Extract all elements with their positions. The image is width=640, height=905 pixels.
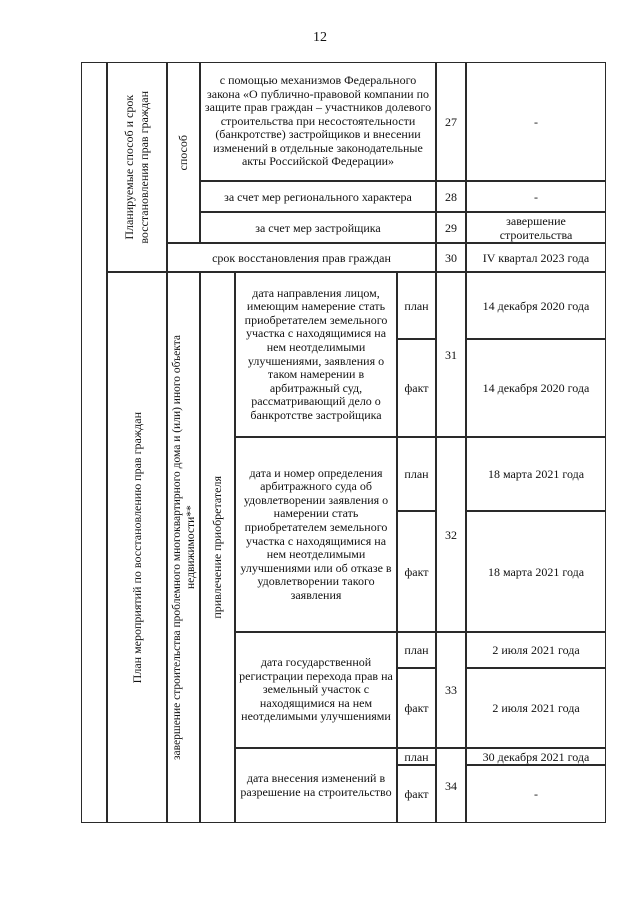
row-33-plan-label: план xyxy=(397,632,436,668)
plan-of-measures-label xyxy=(107,272,167,823)
planned-methods-line-1: Планируемые способ и срок xyxy=(122,94,136,240)
row-34-number: 34 xyxy=(436,748,466,823)
row-32-plan-value: 18 марта 2021 года xyxy=(466,437,606,511)
row-32-plan-label: план xyxy=(397,437,436,511)
row-27-value: - xyxy=(466,62,606,181)
row-33-number: 33 xyxy=(436,632,466,748)
row-28-value: - xyxy=(466,181,606,212)
planned-methods-label xyxy=(107,62,167,272)
planned-methods-line-2: восстановления прав граждан xyxy=(137,90,151,244)
row-27-number: 27 xyxy=(436,62,466,181)
row-33-fact-label: факт xyxy=(397,668,436,748)
row-34-plan-label: план xyxy=(397,748,436,765)
attraction-label xyxy=(200,272,235,823)
row-28-text: за счет мер регионального характера xyxy=(200,181,436,212)
row-31-fact-label: факт xyxy=(397,339,436,437)
row-34-fact-label: факт xyxy=(397,765,436,823)
page-number: 12 xyxy=(313,30,327,45)
row-31-text: дата направления лицом, имеющим намерение стать приобретателем земельного участка с находящимися на нем неотделимыми улучшениями, заявления о таком намерении в арбитражный суд, рассматривающий дело о банкротстве застройщика xyxy=(235,272,397,437)
row-31-plan-value: 14 декабря 2020 года xyxy=(466,272,606,339)
row-34-plan-value: 30 декабря 2021 года xyxy=(466,748,606,765)
row-32-text: дата и номер определения арбитражного суда об удовлетворении заявления о намерении стать приобретателем земельного участка с находящимися на нем неотделимыми улучшениями или об отказе в удовлетворении такого заявления xyxy=(235,437,397,632)
outer-blank-column xyxy=(81,62,107,823)
row-33-text: дата государственной регистрации перехода прав на земельный участок с находящимися на нем неотделимыми улучшениями xyxy=(235,632,397,748)
row-30-value: IV квартал 2023 года xyxy=(466,243,606,272)
row-30-number: 30 xyxy=(436,243,466,272)
row-33-fact-value: 2 июля 2021 года xyxy=(466,668,606,748)
row-29-text: за счет мер застройщика xyxy=(200,212,436,243)
row-31-fact-value: 14 декабря 2020 года xyxy=(466,339,606,437)
row-34-text: дата внесения изменений в разрешение на строительство xyxy=(235,748,397,823)
row-28-number: 28 xyxy=(436,181,466,212)
row-33-plan-value: 2 июля 2021 года xyxy=(466,632,606,668)
row-31-plan-label: план xyxy=(397,272,436,339)
plan-of-measures-text: План мероприятий по восстановлению прав граждан xyxy=(129,411,144,684)
row-32-fact-value: 18 марта 2021 года xyxy=(466,511,606,632)
row-32-number: 32 xyxy=(436,437,466,632)
row-29-number: 29 xyxy=(436,212,466,243)
completion-label xyxy=(167,272,200,823)
row-30-text: срок восстановления прав граждан xyxy=(167,243,436,272)
attraction-text: привлечение приобретателя xyxy=(210,476,224,619)
row-27-text: с помощью механизмов Федерального закона «О публично-правовой компании по защите прав граждан – участников долевого строительства при несостоятельности (банкротстве) застройщиков и внесении изменений в отдельные законодательные акты Российской Федерации» xyxy=(200,62,436,181)
row-29-value: завершение строительства xyxy=(466,212,606,243)
completion-line-1: завершение строительства проблемного многоквартирного дома и (или) иного объекта xyxy=(170,334,183,760)
row-34-fact-value: - xyxy=(466,765,606,823)
method-label xyxy=(167,62,200,243)
completion-line-2: недвижимости** xyxy=(184,505,197,590)
method-label-text: способ xyxy=(176,134,190,171)
row-32-fact-label: факт xyxy=(397,511,436,632)
row-31-number: 31 xyxy=(436,272,466,437)
